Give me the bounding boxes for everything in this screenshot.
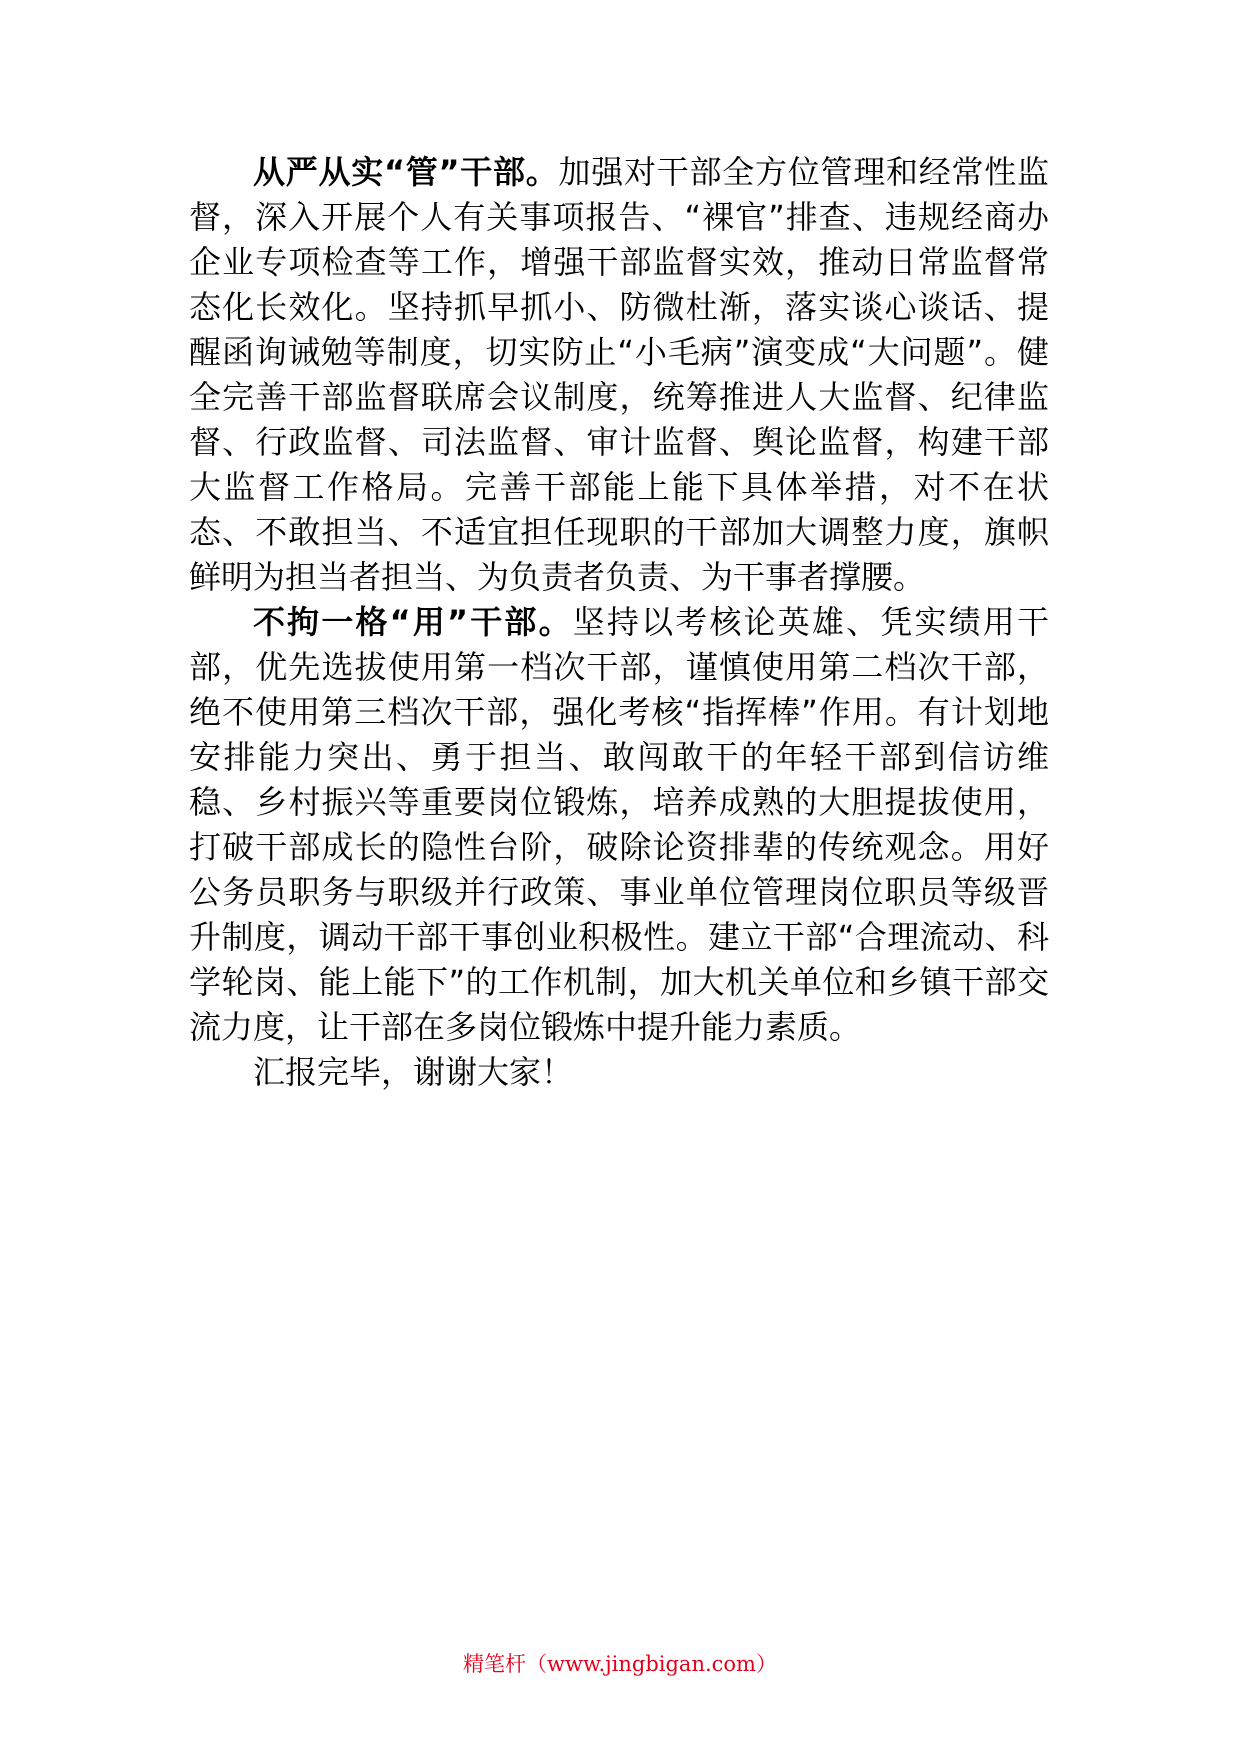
paragraph-text: 加强对干部全方位管理和经常性监督，深入开展个人有关事项报告、“裸官”排查、违规经商办企业专项检查等工作，增强干部监督实效，推动日常监督常态化长效化。坚持抓早抓小、防微杜渐，落实谈心谈话、提醒函询诫勉等制度，切实防止“小毛病”演变成“大问题”。健全完善干部监督联席会议制度，统筹推进人大监督、纪律监督、行政监督、司法监督、审计监督、舆论监督，构建干部大监督工作格局。完善干部能上能下具体举措，对不在状态、不敢担当、不适宜担任现职的干部加大调整力度，旗帜鲜明为担当者担当、为负责者负责、为干事者撑腰。 [189,153,1049,596]
paragraph-heading: 不拘一格“用”干部。 [253,603,573,641]
paragraph-use-cadres [189,600,1049,1050]
paragraph-text: 坚持以考核论英雄、凭实绩用干部，优先选拔使用第一档次干部，谨慎使用第二档次干部，绝不使用第三档次干部，强化考核“指挥棒”作用。有计划地安排能力突出、勇于担当、敢闯敢干的年轻干部到信访维稳、乡村振兴等重要岗位锻炼，培养成熟的大胆提拔使用，打破干部成长的隐性台阶，破除论资排辈的传统观念。用好公务员职务与职级并行政策、事业单位管理岗位职员等级晋升制度，调动干部干事创业积极性。建立干部“合理流动、科学轮岗、能上能下”的工作机制，加大机关单位和乡镇干部交流力度，让干部在多岗位锻炼中提升能力素质。 [189,603,1049,1046]
paragraph-text: 汇报完毕，谢谢大家！ [253,1053,574,1091]
paragraph-heading: 从严从实“管”干部。 [253,153,559,191]
paragraph-manage-cadres [189,150,1049,600]
document-body [189,150,1049,1095]
footer-watermark: 精笔杆（www.jingbigan.com） [463,1652,777,1676]
paragraph-closing [189,1050,1049,1095]
